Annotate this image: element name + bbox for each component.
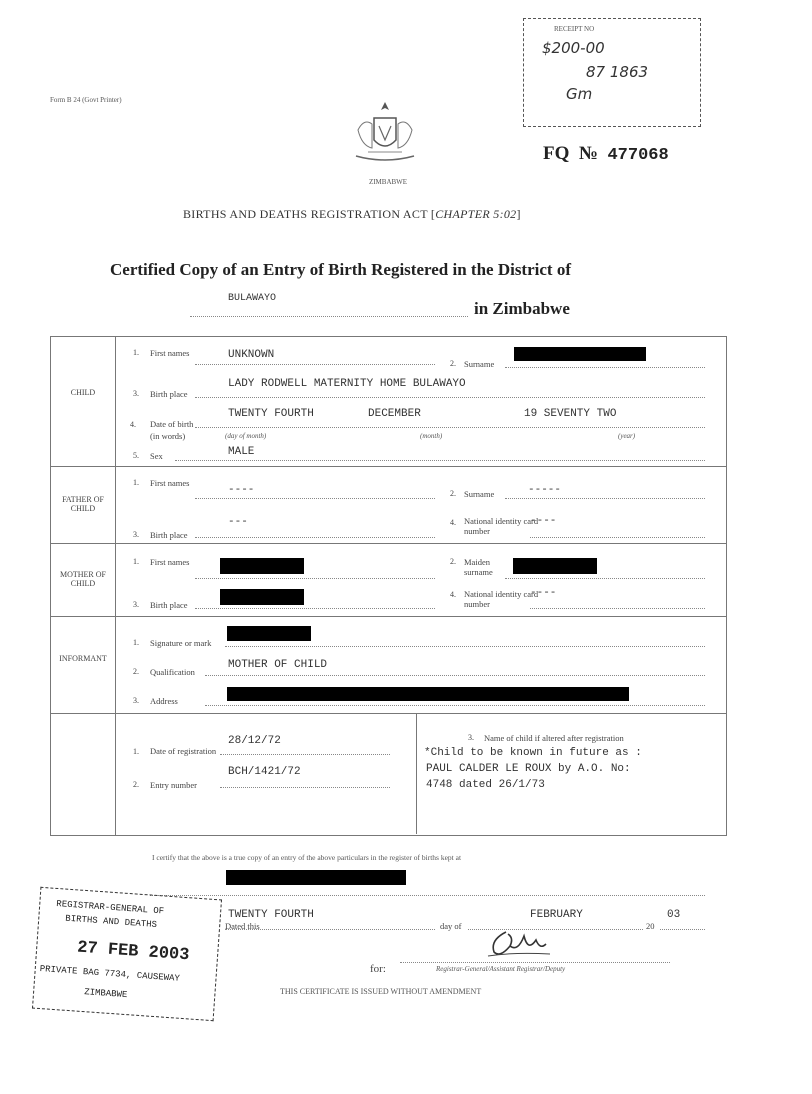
section-informant: INFORMANT — [59, 654, 107, 663]
form-small-print: Form B 24 (Govt Printer) — [50, 96, 122, 104]
mother-first-names-redacted — [220, 558, 304, 574]
child-dob-label: Date of birth — [150, 419, 194, 429]
certify-text: I certify that the above is a true copy of an entry of the above particulars in the register of births kept at — [152, 853, 462, 862]
registration-row-2-number: 2. — [133, 780, 139, 789]
registration-entry-label: Entry number — [150, 780, 197, 790]
fee-receipt-number: 87 1863 — [586, 63, 649, 81]
mother-first-names-label: First names — [150, 557, 190, 567]
form-prefix: FQ — [543, 143, 570, 164]
district-suffix: in Zimbabwe — [474, 299, 570, 318]
child-dob-sub: (in words) — [150, 431, 186, 441]
certificate-title: Certified Copy of an Entry of Birth Registered in the District of — [110, 260, 571, 279]
office-stamp-line-4: PRIVATE BAG 7734, CAUSEWAY — [39, 963, 181, 984]
act-chapter: CHAPTER 5:02 — [435, 207, 517, 221]
child-dob-day: TWENTY FOURTH — [228, 408, 314, 420]
issued-without-amendment: THIS CERTIFICATE IS ISSUED WITHOUT AMENDMENT — [280, 987, 482, 996]
child-surname-label: Surname — [464, 359, 495, 369]
mother-row-1-number: 1. — [133, 557, 139, 566]
father-birthplace-label: Birth place — [150, 530, 188, 540]
act-name: BIRTHS AND DEATHS REGISTRATION ACT [ — [183, 207, 436, 221]
registration-note-line-3: 4748 dated 26/1/73 — [426, 779, 545, 791]
child-first-names-value: UNKNOWN — [228, 349, 275, 361]
mother-maiden-redacted — [513, 558, 597, 574]
father-row-3-number: 3. — [133, 530, 139, 539]
registrar-signature — [484, 922, 554, 962]
child-surname-redacted — [514, 347, 646, 361]
father-row-2-number: 2. — [450, 489, 456, 498]
registration-date-value: 28/12/72 — [228, 735, 281, 747]
registration-row-1-number: 1. — [133, 747, 139, 756]
child-row-5-number: 5. — [133, 451, 139, 460]
child-dob-day-caption: (day of month) — [225, 432, 267, 440]
registration-date-label: Date of registration — [150, 746, 217, 756]
father-id-label: National identity card number — [464, 516, 539, 536]
registration-note-line-1: *Child to be known in future as : — [424, 747, 642, 759]
father-birthplace-value: --- — [228, 516, 248, 528]
fee-stamp-label: RECEIPT NO — [554, 25, 595, 33]
dated-day-value: TWENTY FOURTH — [228, 909, 314, 921]
fee-initials: Gm — [566, 85, 593, 103]
office-stamp-date: 27 FEB 2003 — [76, 938, 190, 966]
section-father: FATHER OF CHILD — [62, 495, 104, 513]
district-value: BULAWAYO — [228, 293, 277, 304]
informant-signature-redacted — [227, 626, 311, 641]
father-first-names-value: ---- — [228, 484, 255, 496]
child-dob-year-caption: (year) — [618, 432, 636, 440]
informant-qualification-value: MOTHER OF CHILD — [228, 659, 328, 671]
informant-qualification-label: Qualification — [150, 667, 195, 677]
child-dob-month-caption: (month) — [420, 432, 443, 440]
dated-year-prefix: 20 — [646, 921, 655, 931]
coat-of-arms-emblem — [350, 100, 420, 168]
registration-notes-label: Name of child if altered after registration — [484, 733, 624, 743]
child-row-4-number: 4. — [130, 420, 136, 429]
form-number-value: 477068 — [607, 146, 669, 165]
mother-birthplace-redacted — [220, 589, 304, 605]
father-id-value: ---- — [530, 515, 557, 527]
father-surname-value: ----- — [528, 484, 562, 496]
informant-address-redacted — [227, 687, 629, 701]
informant-address-label: Address — [150, 696, 178, 706]
fee-stamp — [523, 18, 701, 127]
dated-label: Dated this — [225, 921, 260, 931]
child-sex-label: Sex — [150, 451, 163, 461]
mother-row-4-number: 4. — [450, 590, 456, 599]
for-label: for: — [370, 963, 386, 975]
father-surname-label: Surname — [464, 489, 495, 499]
child-row-1-number: 1. — [133, 348, 139, 357]
section-child: CHILD — [70, 388, 96, 397]
informant-row-3-number: 3. — [133, 696, 139, 705]
informant-signature-label: Signature or mark — [150, 638, 212, 648]
act-title — [183, 207, 521, 222]
registrar-caption: Registrar-General/Assistant Registrar/Deputy — [436, 965, 566, 973]
mother-birthplace-label: Birth place — [150, 600, 188, 610]
registration-entry-value: BCH/1421/72 — [228, 766, 301, 778]
dated-day-of: day of — [440, 921, 462, 931]
informant-row-2-number: 2. — [133, 667, 139, 676]
mother-row-2-number: 2. — [450, 557, 456, 566]
dated-month-value: FEBRUARY — [530, 909, 583, 921]
fee-amount: $200-00 — [542, 39, 605, 57]
child-dob-month: DECEMBER — [368, 408, 421, 420]
registration-row-3-number: 3. — [468, 733, 474, 742]
child-sex-value: MALE — [228, 446, 255, 458]
form-number — [543, 143, 669, 165]
mother-maiden-label: Maiden surname — [464, 557, 493, 577]
father-row-4-number: 4. — [450, 518, 456, 527]
office-date-stamp — [32, 887, 222, 1021]
child-row-3-number: 3. — [133, 389, 139, 398]
father-first-names-label: First names — [150, 478, 190, 488]
mother-id-label: National identity card number — [464, 589, 539, 609]
child-birthplace-value: LADY RODWELL MATERNITY HOME BULAWAYO — [228, 378, 466, 390]
registration-note-line-2: PAUL CALDER LE ROUX by A.O. No: — [426, 763, 631, 775]
office-stamp-line-1: REGISTRAR-GENERAL OF — [55, 898, 165, 917]
child-birthplace-label: Birth place — [150, 389, 188, 399]
register-office-redacted — [226, 870, 406, 885]
child-first-names-label: First names — [150, 348, 190, 358]
form-no-symbol: № — [578, 143, 598, 164]
child-row-2-number: 2. — [450, 359, 456, 368]
act-close: ] — [516, 207, 521, 221]
mother-id-value: ---- — [530, 587, 557, 599]
office-stamp-line-2: BIRTHS AND DEATHS — [64, 913, 158, 931]
country-caption: ZIMBABWE — [368, 178, 408, 186]
office-stamp-line-5: ZIMBABWE — [83, 987, 128, 1001]
father-row-1-number: 1. — [133, 478, 139, 487]
informant-row-1-number: 1. — [133, 638, 139, 647]
dated-year-value: 03 — [667, 909, 681, 921]
child-dob-year: 19 SEVENTY TWO — [524, 408, 617, 420]
mother-row-3-number: 3. — [133, 600, 139, 609]
section-mother: MOTHER OF CHILD — [59, 570, 106, 588]
